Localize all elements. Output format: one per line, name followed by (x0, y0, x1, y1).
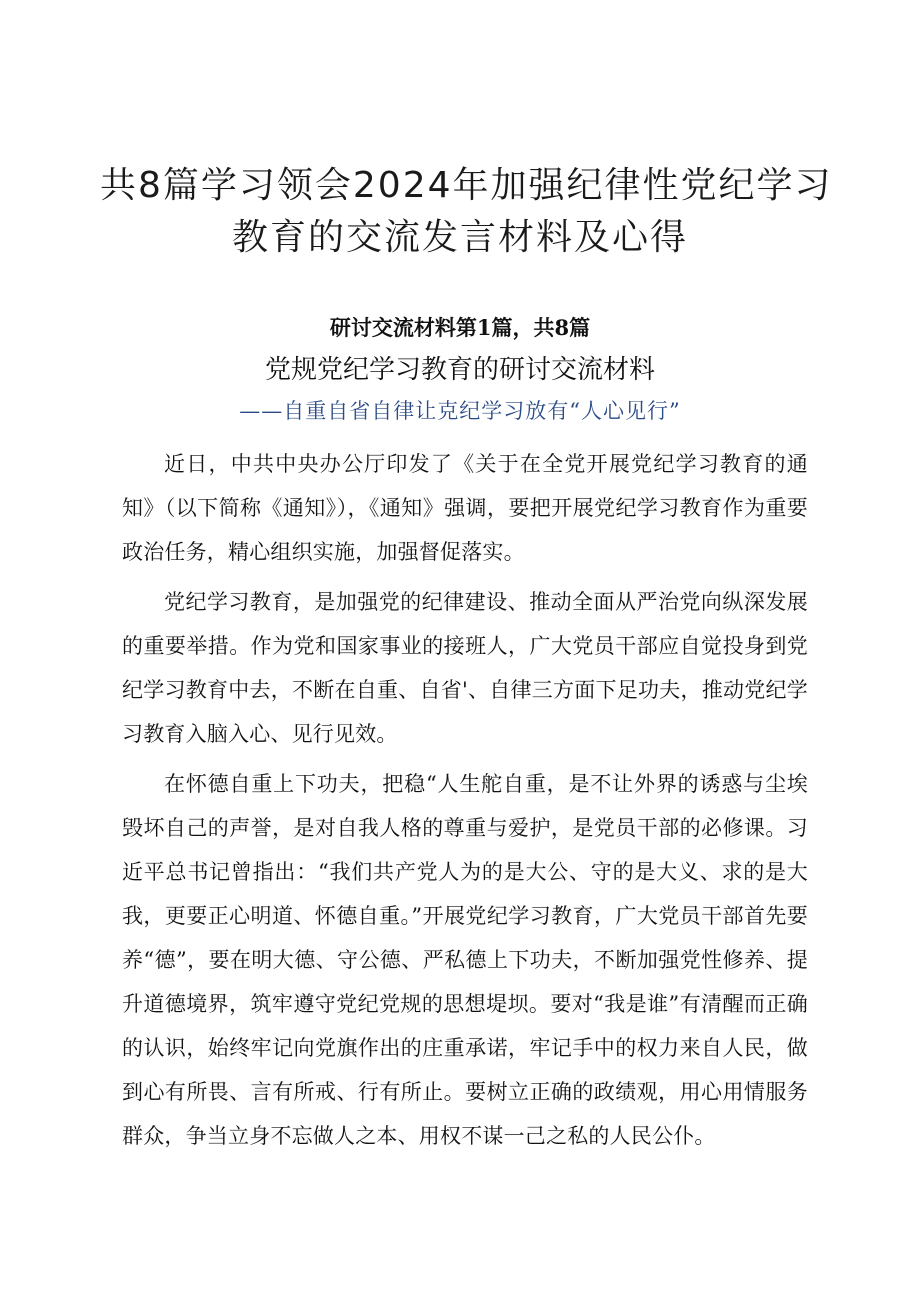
paragraph: 在怀德自重上下功夫，把稳“人生舵自重，是不让外界的诱惑与尘埃毁坏自己的声誉，是对自我人格的尊重与爱护，是党员干部的必修课。习近平总书记曾指出：“我们共产党人为的是大公、守的是大义、求的是大我，更要正心明道、怀德自重。”开展党纪学习教育，广大党员干部首先要养“德”，要在明大德、守公德、严私德上下功夫，不断加强党性修养、提升道德境界，筑牢遵守党纪党规的思想堤坝。要对“我是谁”有清醒而正确的认识，始终牢记向党旗作出的庄重承诺，牢记手中的权力来自人民，做到心有所畏、言有所戒、行有所止。要树立正确的政绩观，用心用情服务群众，争当立身不忘做人之本、用权不谋一己之私的人民公仆。 (122, 772, 808, 1148)
main-title-line-1: 共8篇学习领会2024年加强纪律性党纪学习 (100, 165, 833, 206)
section-heading: 研讨交流材料第1篇，共8篇 (329, 315, 591, 340)
paragraph: 近日，中共中央办公厅印发了《关于在全党开展党纪学习教育的通知》（以下简称《通知》），《通知》强调，要把开展党纪学习教育作为重要政治任务，精心组织实施，加强督促落实。 (122, 452, 808, 564)
article-subtitle: ——自重自省自律让克纪学习放有“人心见行” (239, 399, 681, 423)
article-title: 党规党纪学习教育的研讨交流材料 (264, 355, 655, 385)
document-main-title (100, 160, 833, 264)
paragraph: 党纪学习教育，是加强党的纪律建设、推动全面从严治党向纵深发展的重要举措。作为党和国家事业的接班人，广大党员干部应自觉投身到党纪学习教育中去，不断在自重、自省'、自律三方面下足功夫，推动党纪学习教育入脑入心、见行见效。 (122, 590, 808, 746)
article-body (122, 442, 808, 1164)
main-title-line-2: 教育的交流发言材料及心得 (231, 217, 688, 258)
